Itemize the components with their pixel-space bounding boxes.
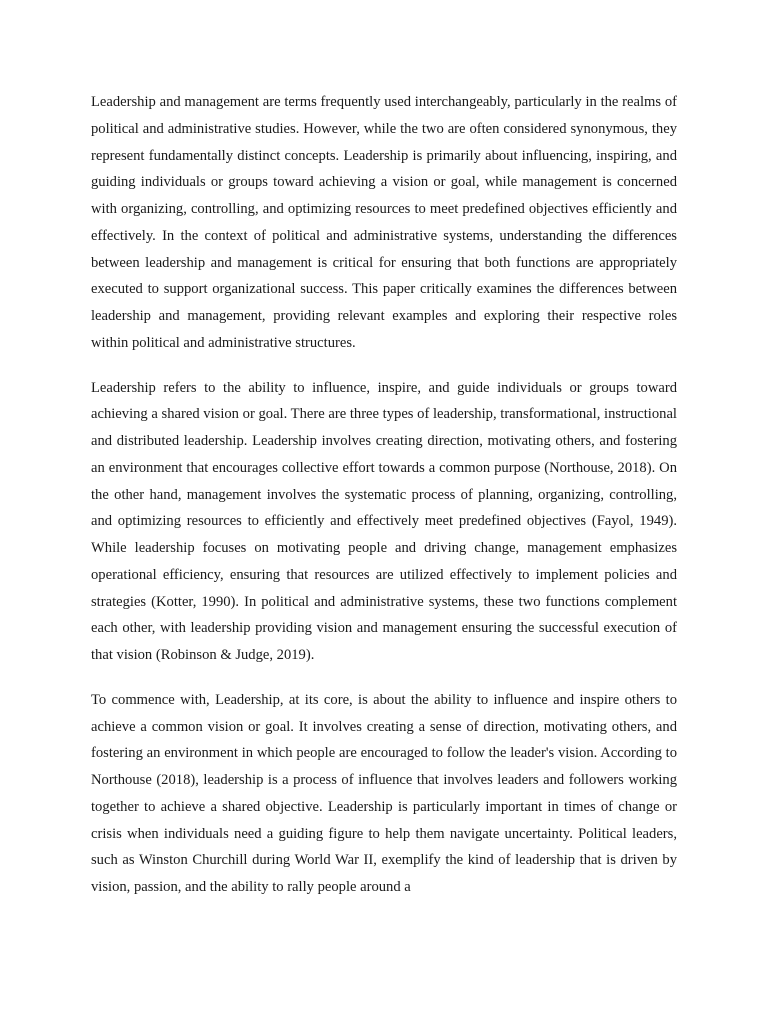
paragraph-introduction: Leadership and management are terms frequently used interchangeably, particularly in the realms of political and administrative studies. However, while the two are often considered synonymous, they represent fundamentally distinct concepts. Leadership is primarily about influencing, inspiring, and guiding individuals or groups toward achieving a vision or goal, while management is concerned with organizing, controlling, and optimizing resources to meet predefined objectives efficiently and effectively. In the context of political and administrative systems, understanding the differences between leadership and management is critical for ensuring that both functions are appropriately executed to support organizational success. This paper critically examines the differences between leadership and management, providing relevant examples and exploring their respective roles within political and administrative structures. [91,94,677,351]
document-body [91,89,677,901]
paragraph-definitions: Leadership refers to the ability to influence, inspire, and guide individuals or groups toward achieving a shared vision or goal. There are three types of leadership, transformational, instructional and distributed leadership. Leadership involves creating direction, motivating others, and fostering an environment that encourages collective effort towards a common purpose (Northouse, 2018). On the other hand, management involves the systematic process of planning, organizing, controlling, and optimizing resources to efficiently and effectively meet predefined objectives (Fayol, 1949). While leadership focuses on motivating people and driving change, management emphasizes operational efficiency, ensuring that resources are utilized effectively to implement policies and strategies (Kotter, 1990). In political and administrative systems, these two functions complement each other, with leadership providing vision and management ensuring the successful execution of that vision (Robinson & Judge, 2019). [91,379,677,663]
paragraph-leadership-core: To commence with, Leadership, at its core, is about the ability to influence and inspire others to achieve a common vision or goal. It involves creating a sense of direction, motivating others, and fostering an environment in which people are encouraged to follow the leader's vision. According to Northouse (2018), leadership is a process of influence that involves leaders and followers working together to achieve a shared objective. Leadership is particularly important in times of change or crisis when individuals need a guiding figure to help them navigate uncertainty. Political leaders, such as Winston Churchill during World War II, exemplify the kind of leadership that is driven by vision, passion, and the ability to rally people around a [91,691,677,895]
